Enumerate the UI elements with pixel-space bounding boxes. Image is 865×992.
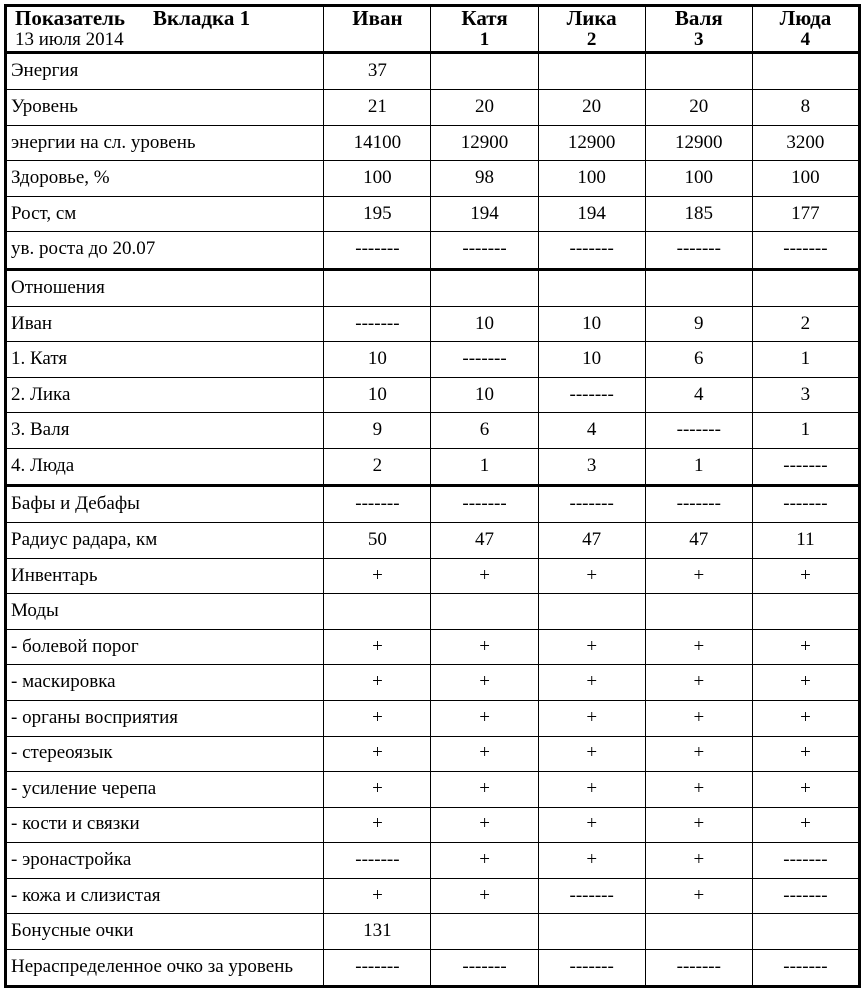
row-label: - кожа и слизистая: [6, 878, 324, 914]
row-label: - кости и связки: [6, 807, 324, 843]
row-value: 195: [324, 196, 431, 232]
row-value: [431, 269, 538, 306]
row-label: Нераспределенное очко за уровень: [6, 949, 324, 986]
row-value: [538, 269, 645, 306]
column-header-valya: Валя: [645, 6, 752, 31]
row-value: -------: [645, 413, 752, 449]
row-label: 1. Катя: [6, 342, 324, 378]
row-value: -------: [645, 486, 752, 523]
row-value: 20: [645, 90, 752, 126]
row-value: 194: [538, 196, 645, 232]
row-value: +: [324, 558, 431, 594]
row-value: -------: [324, 232, 431, 269]
row-value: [645, 914, 752, 950]
row-value: +: [538, 736, 645, 772]
row-label: Бонусные очки: [6, 914, 324, 950]
table-row: [6, 772, 860, 808]
table-row: [6, 161, 860, 197]
row-label: Иван: [6, 306, 324, 342]
row-value: 3: [752, 377, 859, 413]
column-header-katya: Катя: [431, 6, 538, 31]
row-label: Рост, см: [6, 196, 324, 232]
row-value: 50: [324, 523, 431, 559]
row-value: +: [431, 629, 538, 665]
row-value: +: [538, 807, 645, 843]
row-value: 1: [752, 342, 859, 378]
row-value: +: [431, 700, 538, 736]
row-label: Радиус радара, км: [6, 523, 324, 559]
row-value: -------: [324, 306, 431, 342]
row-value: +: [431, 772, 538, 808]
row-value: -------: [324, 949, 431, 986]
row-value: [645, 52, 752, 89]
row-value: 20: [538, 90, 645, 126]
row-value: -------: [538, 377, 645, 413]
table-row: [6, 306, 860, 342]
table-header: [6, 6, 860, 53]
row-value: 20: [431, 90, 538, 126]
row-value: +: [324, 736, 431, 772]
table-row: [6, 594, 860, 630]
row-value: 100: [324, 161, 431, 197]
row-value: -------: [431, 486, 538, 523]
row-value: +: [324, 665, 431, 701]
row-value: [645, 269, 752, 306]
row-value: -------: [752, 448, 859, 485]
row-value: 2: [752, 306, 859, 342]
header-row-numbers: [6, 30, 860, 52]
row-value: 3200: [752, 125, 859, 161]
row-value: -------: [752, 232, 859, 269]
row-value: +: [752, 629, 859, 665]
row-value: -------: [752, 878, 859, 914]
row-value: +: [645, 807, 752, 843]
row-value: 9: [645, 306, 752, 342]
row-value: 177: [752, 196, 859, 232]
row-value: -------: [752, 486, 859, 523]
row-value: [538, 52, 645, 89]
row-value: +: [645, 629, 752, 665]
row-label: - стереоязык: [6, 736, 324, 772]
row-value: [752, 914, 859, 950]
row-value: [645, 594, 752, 630]
row-value: +: [431, 558, 538, 594]
row-value: +: [752, 736, 859, 772]
row-value: -------: [431, 232, 538, 269]
header-row-names: [6, 6, 860, 31]
table-row: [6, 342, 860, 378]
column-number-ivan: [324, 30, 431, 52]
row-label: Отношения: [6, 269, 324, 306]
table-row: [6, 52, 860, 89]
row-value: 47: [538, 523, 645, 559]
row-value: -------: [324, 486, 431, 523]
row-value: 11: [752, 523, 859, 559]
row-label: - маскировка: [6, 665, 324, 701]
row-label: - органы восприятия: [6, 700, 324, 736]
row-value: 131: [324, 914, 431, 950]
row-value: -------: [645, 949, 752, 986]
row-label: Энергия: [6, 52, 324, 89]
row-value: 47: [645, 523, 752, 559]
row-value: [431, 914, 538, 950]
row-label: 3. Валя: [6, 413, 324, 449]
row-value: 3: [538, 448, 645, 485]
row-value: 4: [645, 377, 752, 413]
row-value: 10: [538, 342, 645, 378]
row-value: 6: [431, 413, 538, 449]
column-number-katya: 1: [431, 30, 538, 52]
table-row: [6, 377, 860, 413]
row-value: +: [752, 558, 859, 594]
row-value: +: [538, 629, 645, 665]
row-value: +: [645, 843, 752, 879]
table-row: [6, 700, 860, 736]
row-value: +: [538, 700, 645, 736]
table-row: [6, 448, 860, 485]
row-value: [324, 594, 431, 630]
row-value: -------: [538, 878, 645, 914]
row-value: 4: [538, 413, 645, 449]
row-value: +: [324, 772, 431, 808]
row-value: 6: [645, 342, 752, 378]
row-value: +: [431, 878, 538, 914]
row-value: [752, 269, 859, 306]
row-label: Моды: [6, 594, 324, 630]
row-label: энергии на сл. уровень: [6, 125, 324, 161]
table-row: [6, 486, 860, 523]
table-row: [6, 90, 860, 126]
row-value: +: [431, 736, 538, 772]
column-header-lika: Лика: [538, 6, 645, 31]
row-value: 21: [324, 90, 431, 126]
character-stats-table: [4, 4, 861, 988]
row-value: [324, 269, 431, 306]
row-value: 9: [324, 413, 431, 449]
row-value: -------: [752, 949, 859, 986]
row-value: 100: [752, 161, 859, 197]
row-value: 8: [752, 90, 859, 126]
column-header-ivan: Иван: [324, 6, 431, 31]
row-value: +: [645, 772, 752, 808]
row-value: +: [324, 629, 431, 665]
table-row: [6, 413, 860, 449]
row-value: +: [645, 736, 752, 772]
row-value: 12900: [538, 125, 645, 161]
row-value: -------: [431, 949, 538, 986]
row-value: +: [645, 700, 752, 736]
row-value: +: [324, 807, 431, 843]
row-value: 10: [324, 377, 431, 413]
header-tab-name: Вкладка 1: [153, 6, 251, 30]
row-value: 185: [645, 196, 752, 232]
row-value: +: [752, 772, 859, 808]
row-value: 1: [645, 448, 752, 485]
row-value: +: [645, 665, 752, 701]
row-value: +: [538, 843, 645, 879]
row-value: +: [431, 843, 538, 879]
row-value: 10: [431, 306, 538, 342]
table-row: [6, 558, 860, 594]
header-label-cell: [6, 6, 324, 31]
table-row: [6, 629, 860, 665]
row-value: 194: [431, 196, 538, 232]
row-label: Бафы и Дебафы: [6, 486, 324, 523]
table-row: [6, 843, 860, 879]
row-value: +: [431, 807, 538, 843]
column-number-lyuda: 4: [752, 30, 859, 52]
row-value: +: [324, 700, 431, 736]
row-value: 47: [431, 523, 538, 559]
row-value: -------: [752, 843, 859, 879]
row-value: [752, 52, 859, 89]
row-value: +: [538, 772, 645, 808]
row-value: +: [324, 878, 431, 914]
row-label: 4. Люда: [6, 448, 324, 485]
row-value: 100: [645, 161, 752, 197]
row-value: [752, 594, 859, 630]
row-value: +: [431, 665, 538, 701]
row-value: -------: [538, 232, 645, 269]
table-body: [6, 52, 860, 986]
table-row: [6, 523, 860, 559]
row-value: +: [752, 665, 859, 701]
row-value: 100: [538, 161, 645, 197]
row-label: - болевой порог: [6, 629, 324, 665]
row-label: - усиление черепа: [6, 772, 324, 808]
table-row: [6, 949, 860, 986]
row-label: Здоровье, %: [6, 161, 324, 197]
row-value: [431, 52, 538, 89]
column-number-valya: 3: [645, 30, 752, 52]
row-value: [431, 594, 538, 630]
row-value: 10: [324, 342, 431, 378]
header-date: 13 июля 2014: [6, 30, 324, 52]
row-value: 2: [324, 448, 431, 485]
row-value: 1: [431, 448, 538, 485]
row-value: -------: [538, 949, 645, 986]
row-value: 10: [431, 377, 538, 413]
table-row: [6, 269, 860, 306]
table-row: [6, 125, 860, 161]
table-row: [6, 196, 860, 232]
row-value: +: [752, 807, 859, 843]
table-row: [6, 807, 860, 843]
row-value: 37: [324, 52, 431, 89]
table-row: [6, 878, 860, 914]
table-row: [6, 232, 860, 269]
row-value: [538, 594, 645, 630]
row-value: 10: [538, 306, 645, 342]
row-value: 12900: [645, 125, 752, 161]
row-value: [538, 914, 645, 950]
row-label: 2. Лика: [6, 377, 324, 413]
table-row: [6, 914, 860, 950]
row-value: 12900: [431, 125, 538, 161]
row-value: +: [645, 878, 752, 914]
row-label: ув. роста до 20.07: [6, 232, 324, 269]
row-label: Инвентарь: [6, 558, 324, 594]
table-row: [6, 736, 860, 772]
row-value: -------: [431, 342, 538, 378]
row-label: Уровень: [6, 90, 324, 126]
row-value: +: [538, 558, 645, 594]
row-value: -------: [324, 843, 431, 879]
row-value: +: [538, 665, 645, 701]
column-header-lyuda: Люда: [752, 6, 859, 31]
row-label: - эронастройка: [6, 843, 324, 879]
header-indicator-title: Показатель: [15, 6, 126, 30]
row-value: 1: [752, 413, 859, 449]
column-number-lika: 2: [538, 30, 645, 52]
row-value: +: [645, 558, 752, 594]
table-row: [6, 665, 860, 701]
row-value: -------: [645, 232, 752, 269]
row-value: +: [752, 700, 859, 736]
row-value: 98: [431, 161, 538, 197]
row-value: -------: [538, 486, 645, 523]
row-value: 14100: [324, 125, 431, 161]
